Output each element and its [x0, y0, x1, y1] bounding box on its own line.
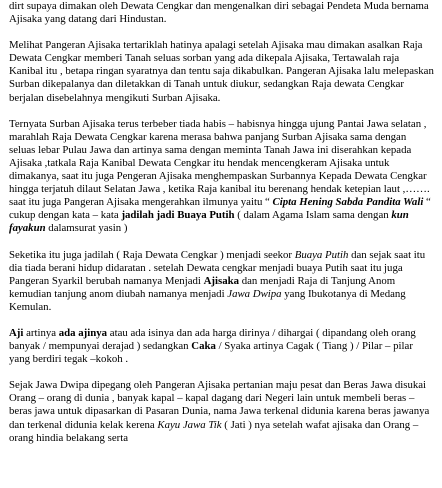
paragraph-3-mantra: Cipta Hening Sabda Pandita Wali — [272, 196, 424, 209]
paragraph-4-part3: dan menjadi Raja di Tanjung Anom kemudian tanjung anom diubah namanya menjadi — [9, 274, 396, 300]
paragraph-3 — [9, 118, 434, 236]
paragraph-3-part2: “ cukup dengan kata – kata — [9, 196, 431, 222]
paragraph-4-part4: yang Ibukotanya di Medang Kemulan. — [9, 287, 406, 313]
paragraph-4-part1: Seketika itu juga jadilah ( Raja Dewata Cengkar ) menjadi seekor — [9, 248, 295, 261]
paragraph-1 — [9, 0, 434, 26]
paragraph-6-part1: Sejak Jawa Dwipa dipegang oleh Pangeran Ajisaka pertanian maju pesat dan Beras Jawa disukai Orang – orang di dunia , banyak kapal – kapal dagang dari Negeri lain untuk membeli beras – beras jawa untuk dipasarkan di Pasaran Dunia, nama Jawa terkenal didunia karena beras jawanya dan terkenal didunia kelak kerena — [9, 379, 430, 431]
paragraph-4 — [9, 249, 434, 314]
paragraph-5-part1: artinya — [23, 326, 59, 339]
paragraph-4-ajisaka: Ajisaka — [203, 274, 239, 287]
paragraph-3-kun-fayakun: kun fayakun — [9, 209, 409, 235]
paragraph-5-caka: Caka — [191, 340, 216, 353]
paragraph-3-part4: dalamsurat yasin ) — [45, 222, 128, 235]
paragraph-5-ada-ajinya: ada ajinya — [58, 326, 108, 339]
paragraph-6 — [9, 379, 434, 444]
paragraph-5-part3: / Syaka artinya Cagak ( Tiang ) / Pilar – pilar yang berdiri tegak –kokoh . — [9, 340, 413, 366]
paragraph-3-part1: Ternyata Surban Ajisaka terus terbeber tiada habis – habisnya hingga ujung Pantai Jawa selatan , marahlah Raja Dewata Cengkar karena merasa bahwa panjang Surban Ajisaka sama dengan seluas lebar Pulau Jawa dan artinya sama dengan meminta Tanah Jawa ini diserahkan kepada Ajisaka ,tatkala Raja Kanibal Dewata Cengkar itu hendak mencengkeram Ajisaka untuk dimakanya, saat itu juga Pengeran Ajisaka menghempaskan Surbannya Kepada Dewata Cengkar hingga terjatuh dilaut Selatan Jawa , ketika Raja kanibal itu berenang hendak ketepian laut ,……. saat itu juga Pangeran Ajisaka mengerahkan ilmunya yaitu “ — [9, 117, 430, 209]
paragraph-3-part3: ( dalam Agama Islam sama dengan — [234, 209, 392, 222]
paragraph-2-text: Melihat Pangeran Ajisaka tertariklah hatinya apalagi setelah Ajisaka mau dimakan asalkan Raja Dewata Cengkar memberi Tanah seluas sorban yang ada dikepala Ajisaka, Tertawalah raja Kanibal itu , betapa ringan syaratnya dan tentu saja dikabulkan. Pangeran Ajisaka lalu melepaskan Surban dikepalanya dan diletakkan di Tanah untuk diukur, sedangkan Raja dewata Cengkar berjalan disebelahnya mengikuti Surban Ajisaka. — [9, 39, 434, 104]
paragraph-5-part2: atau ada isinya dan ada harga dirinya / dihargai ( dipandang oleh orang banyak / mempunyai derajad ) sedangkan — [9, 326, 416, 353]
paragraph-1-text: dirt supaya dimakan oleh Dewata Cengkar dan mengenalkan diri sebagai Pendeta Muda bernama Ajisaka yang datang dari Hindustan. — [9, 0, 429, 26]
paragraph-6-kayu-jawa-tik: Kayu Jawa Tik — [157, 418, 222, 431]
paragraph-5 — [9, 327, 434, 366]
paragraph-4-part2: dan sejak saat itu dia tiada berani hidup didaratan . setelah Dewata cengkar menjadi buaya Putih saat itu juga Pangeran Syarkil berubah namanya Menjadi — [9, 248, 426, 287]
paragraph-6-part2: ( Jati ) nya setelah wafat ajisaka dan Orang – orang hindia belakang serta — [9, 418, 419, 444]
paragraph-2 — [9, 39, 434, 104]
paragraph-5-aji: Aji — [9, 326, 24, 339]
paragraph-4-jawa-dwipa: Jawa Dwipa — [227, 287, 282, 300]
paragraph-4-buaya-putih: Buaya Putih — [294, 248, 349, 261]
paragraph-3-bold-phrase: jadilah jadi Buaya Putih — [121, 209, 235, 222]
